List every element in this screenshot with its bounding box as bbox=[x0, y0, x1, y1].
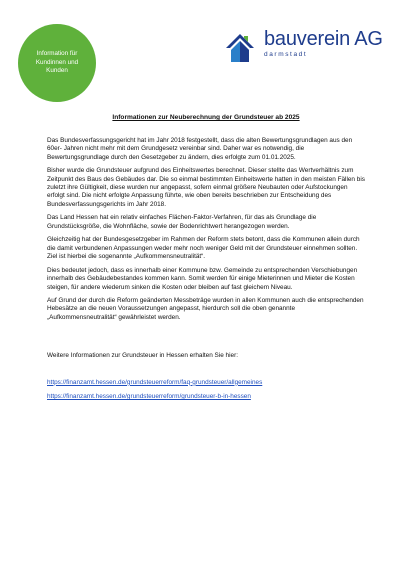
paragraph: Auf Grund der durch die Reform geänderten Messbeträge wurden in allen Kommunen auch die entsprechenden Hebesätze an die neuen Voraussetzungen angepasst, hierdurch soll die oben genannte „Aufkommensneutralität“ gewährleistet werden. bbox=[47, 296, 364, 321]
paragraph: Das Land Hessen hat ein relativ einfaches Flächen-Faktor-Verfahren, für das als Grundlage die Grundstücksgröße, die Wohnfläche, sowie der Bodenrichtwert herangezogen werden. bbox=[47, 214, 317, 230]
info-badge-text: Information für Kundinnen und Kunden bbox=[35, 49, 79, 75]
logo-name: bauverein AG bbox=[264, 28, 383, 50]
paragraph: Das Bundesverfassungsgericht hat im Jahr 2018 festgestellt, dass die alten Bewertungsgrundlagen aus den 60er- Jahren nicht mehr mit dem Grundgesetz vereinbar sind. Daher war es notwendig, die Bewertungsgrundlage durch den Gesetzgeber zu ändern, dies erfolgte zum 01.01.2025. bbox=[47, 136, 353, 161]
house-logo-icon bbox=[222, 28, 262, 68]
paragraph: Gleichzeitig hat der Bundesgesetzgeber im Rahmen der Reform stets betont, dass die Kommunen allein durch die damit verbundenen Anpassungen weder mehr noch weniger Geld mit der Grundsteuer einnehmen sollten. Ziel ist hierbei die sogenannte „Aufkommensneutralität“. bbox=[47, 236, 360, 261]
info-badge bbox=[18, 24, 96, 102]
paragraph: Dies bedeutet jedoch, dass es innerhalb einer Kommune bzw. Gemeinde zu entsprechenden Verschiebungen innerhalb des Gebäudebestandes kommen kann. Somit werden für einige Mieterinnen und Mieter die Kosten steigen, für andere wiederum sinken die Kosten oder bleiben auf fast gleichem Niveau. bbox=[47, 266, 358, 291]
more-info-text: Weitere Informationen zur Grundsteuer in Hessen erhalten Sie hier: bbox=[47, 352, 238, 360]
paragraph: Bisher wurde die Grundsteuer aufgrund des Einheitswertes berechnet. Dieser stellte das Wertverhältnis zum Zeitpunkt des Baus des Gebäudes dar. Die so einmal bestimmten Einheitswerte hatten in den meisten Fällen bis zuletzt ihre Gültigkeit, diese wurden nur angepasst, sofern einmal größere Neubauten oder Aufstockungen erfolgt sind. Die nicht erfolgte Anpassung führte, wie oben bereits beschrieben zur Entscheidung des Bundesverfassungsgerichts im Jahr 2018. bbox=[47, 167, 365, 208]
link-faq-grundsteuer[interactable]: https://finanzamt.hessen.de/grundsteuerreform/faq-grundsteuer/allgemeines bbox=[47, 378, 263, 386]
document-body bbox=[47, 114, 365, 408]
logo-city: darmstadt bbox=[264, 51, 308, 58]
document-title: Informationen zur Neuberechnung der Grundsteuer ab 2025 bbox=[112, 114, 300, 121]
company-logo bbox=[222, 28, 382, 70]
link-grundsteuer-b-hessen[interactable]: https://finanzamt.hessen.de/grundsteuerreform/grundsteuer-b-in-hessen bbox=[47, 393, 251, 401]
